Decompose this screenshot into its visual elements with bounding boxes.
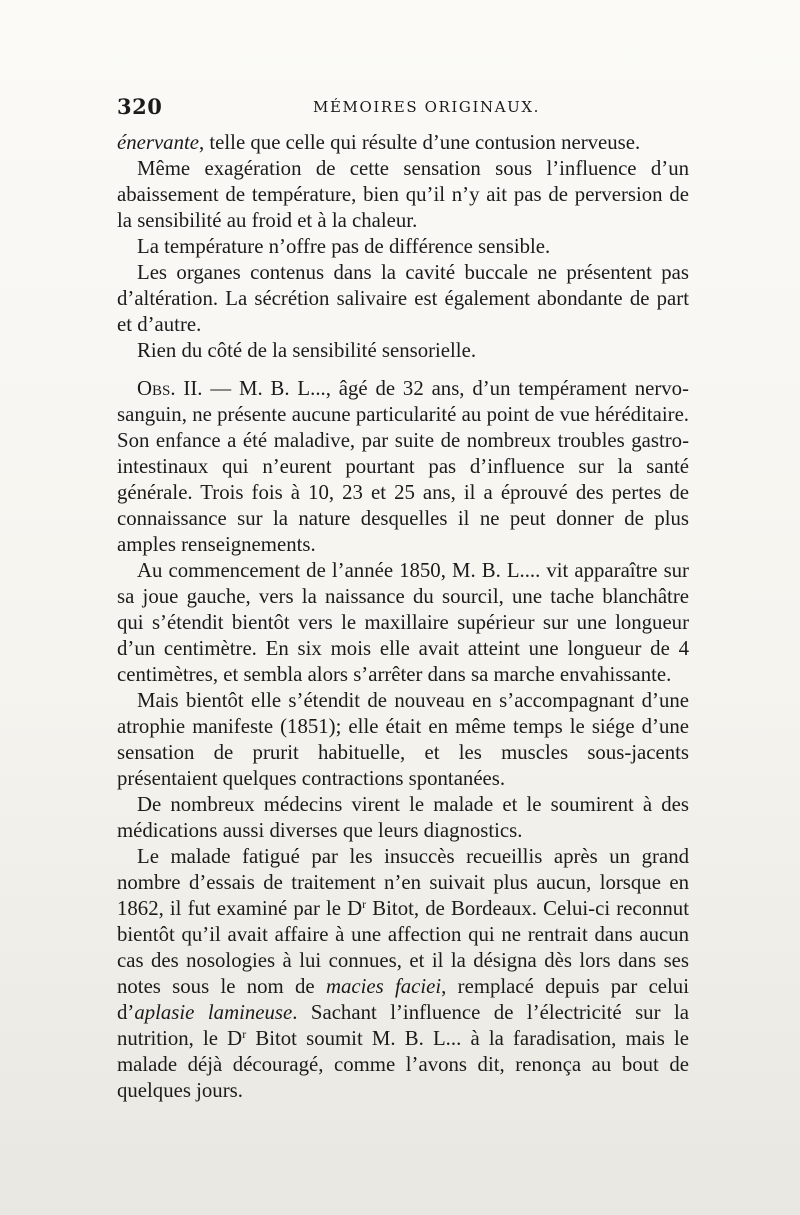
italic-aplasie-lamineuse: aplasie lamineuse [134, 1001, 293, 1024]
observation-label: Obs. [137, 377, 176, 400]
paragraph-10-part-e: Bitot soumit M. B. L... à la faradisation, mais le malade déjà découragé, comme l’avons dit, renonça au bout de quelques jours. [117, 1027, 689, 1102]
paragraph-10-part-d: . Sachant l’influence de l’électricité sur la nutrition, le D [117, 1001, 689, 1050]
italic-word: énervante [117, 131, 199, 154]
paragraph-10 [117, 844, 689, 1104]
paragraph-2: Même exagération de cette sensation sous l’influence d’un abaissement de température, bien qu’il n’y ait pas de perversion de la sensibilité au froid et à la chaleur. [117, 157, 689, 232]
superscript-r-2: r [242, 1027, 247, 1041]
paragraph-5: Rien du côté de la sensibilité sensorielle. [137, 339, 477, 362]
superscript-r: r [362, 897, 367, 911]
paragraph-7: Au commencement de l’année 1850, M. B. L.... vit apparaître sur sa joue gauche, vers la naissance du sourcil, une tache blanchâtre qui s’étendit bientôt vers le maxillaire supérieur sur une longueur d’un centimètre. En six mois elle avait atteint une longueur de 4 centimètres, et sembla alors s’arrêter dans sa marche envahissante. [117, 559, 689, 686]
paragraph-1 [117, 130, 689, 156]
observation-text: II. — M. B. L..., âgé de 32 ans, d’un tempérament nervo-sanguin, ne présente aucune particularité au point de vue héréditaire. Son enfance a été maladive, par suite de nombreux troubles gastro-intestinaux qui n’eurent pourtant pas d’influence sur la santé générale. Trois fois à 10, 23 et 25 ans, il a éprouvé des pertes de connaissance sur la nature desquelles il ne peut donner de plus amples renseignements. [117, 377, 689, 556]
paragraph-10-part-c: , remplacé depuis par celui d’ [117, 975, 689, 1024]
paragraph-9: De nombreux médecins virent le malade et le soumirent à des médications aussi diverses que leurs diagnostics. [117, 793, 689, 842]
paragraph-4: Les organes contenus dans la cavité buccale ne présentent pas d’altération. La sécrétion salivaire est également abondante de part et d’autre. [117, 261, 689, 336]
paragraph-8: Mais bientôt elle s’étendit de nouveau en s’accompagnant d’une atrophie manifeste (1851); elle était en même temps le siége d’une sensation de prurit habituelle, et les muscles sous-jacents présentaient quelques contractions spontanées. [117, 689, 689, 790]
body-text [117, 130, 689, 1104]
paragraph-10-part-b: Bitot, de Bordeaux. Celui-ci reconnut bientôt qu’il avait affaire à une affection qui ne rentrait dans aucun cas des nosologies à lui connues, et il la désigna dès lors dans ses notes sous le nom de [117, 897, 689, 998]
paragraph-3: La température n’offre pas de différence sensible. [137, 235, 551, 258]
paragraph-10-part-a: Le malade fatigué par les insuccès recueillis après un grand nombre d’essais de traitement n’en suivait plus aucun, lorsque en 1862, il fut examiné par le D [117, 845, 689, 920]
page-header [117, 94, 687, 124]
running-title: MÉMOIRES ORIGINAUX. [313, 98, 541, 116]
italic-macies-faciei: macies faciei [325, 975, 442, 998]
paragraph-1-text: , telle que celle qui résulte d’une contusion nerveuse. [199, 131, 641, 154]
page-number: 320 [117, 94, 163, 119]
observation-paragraph [117, 376, 689, 558]
